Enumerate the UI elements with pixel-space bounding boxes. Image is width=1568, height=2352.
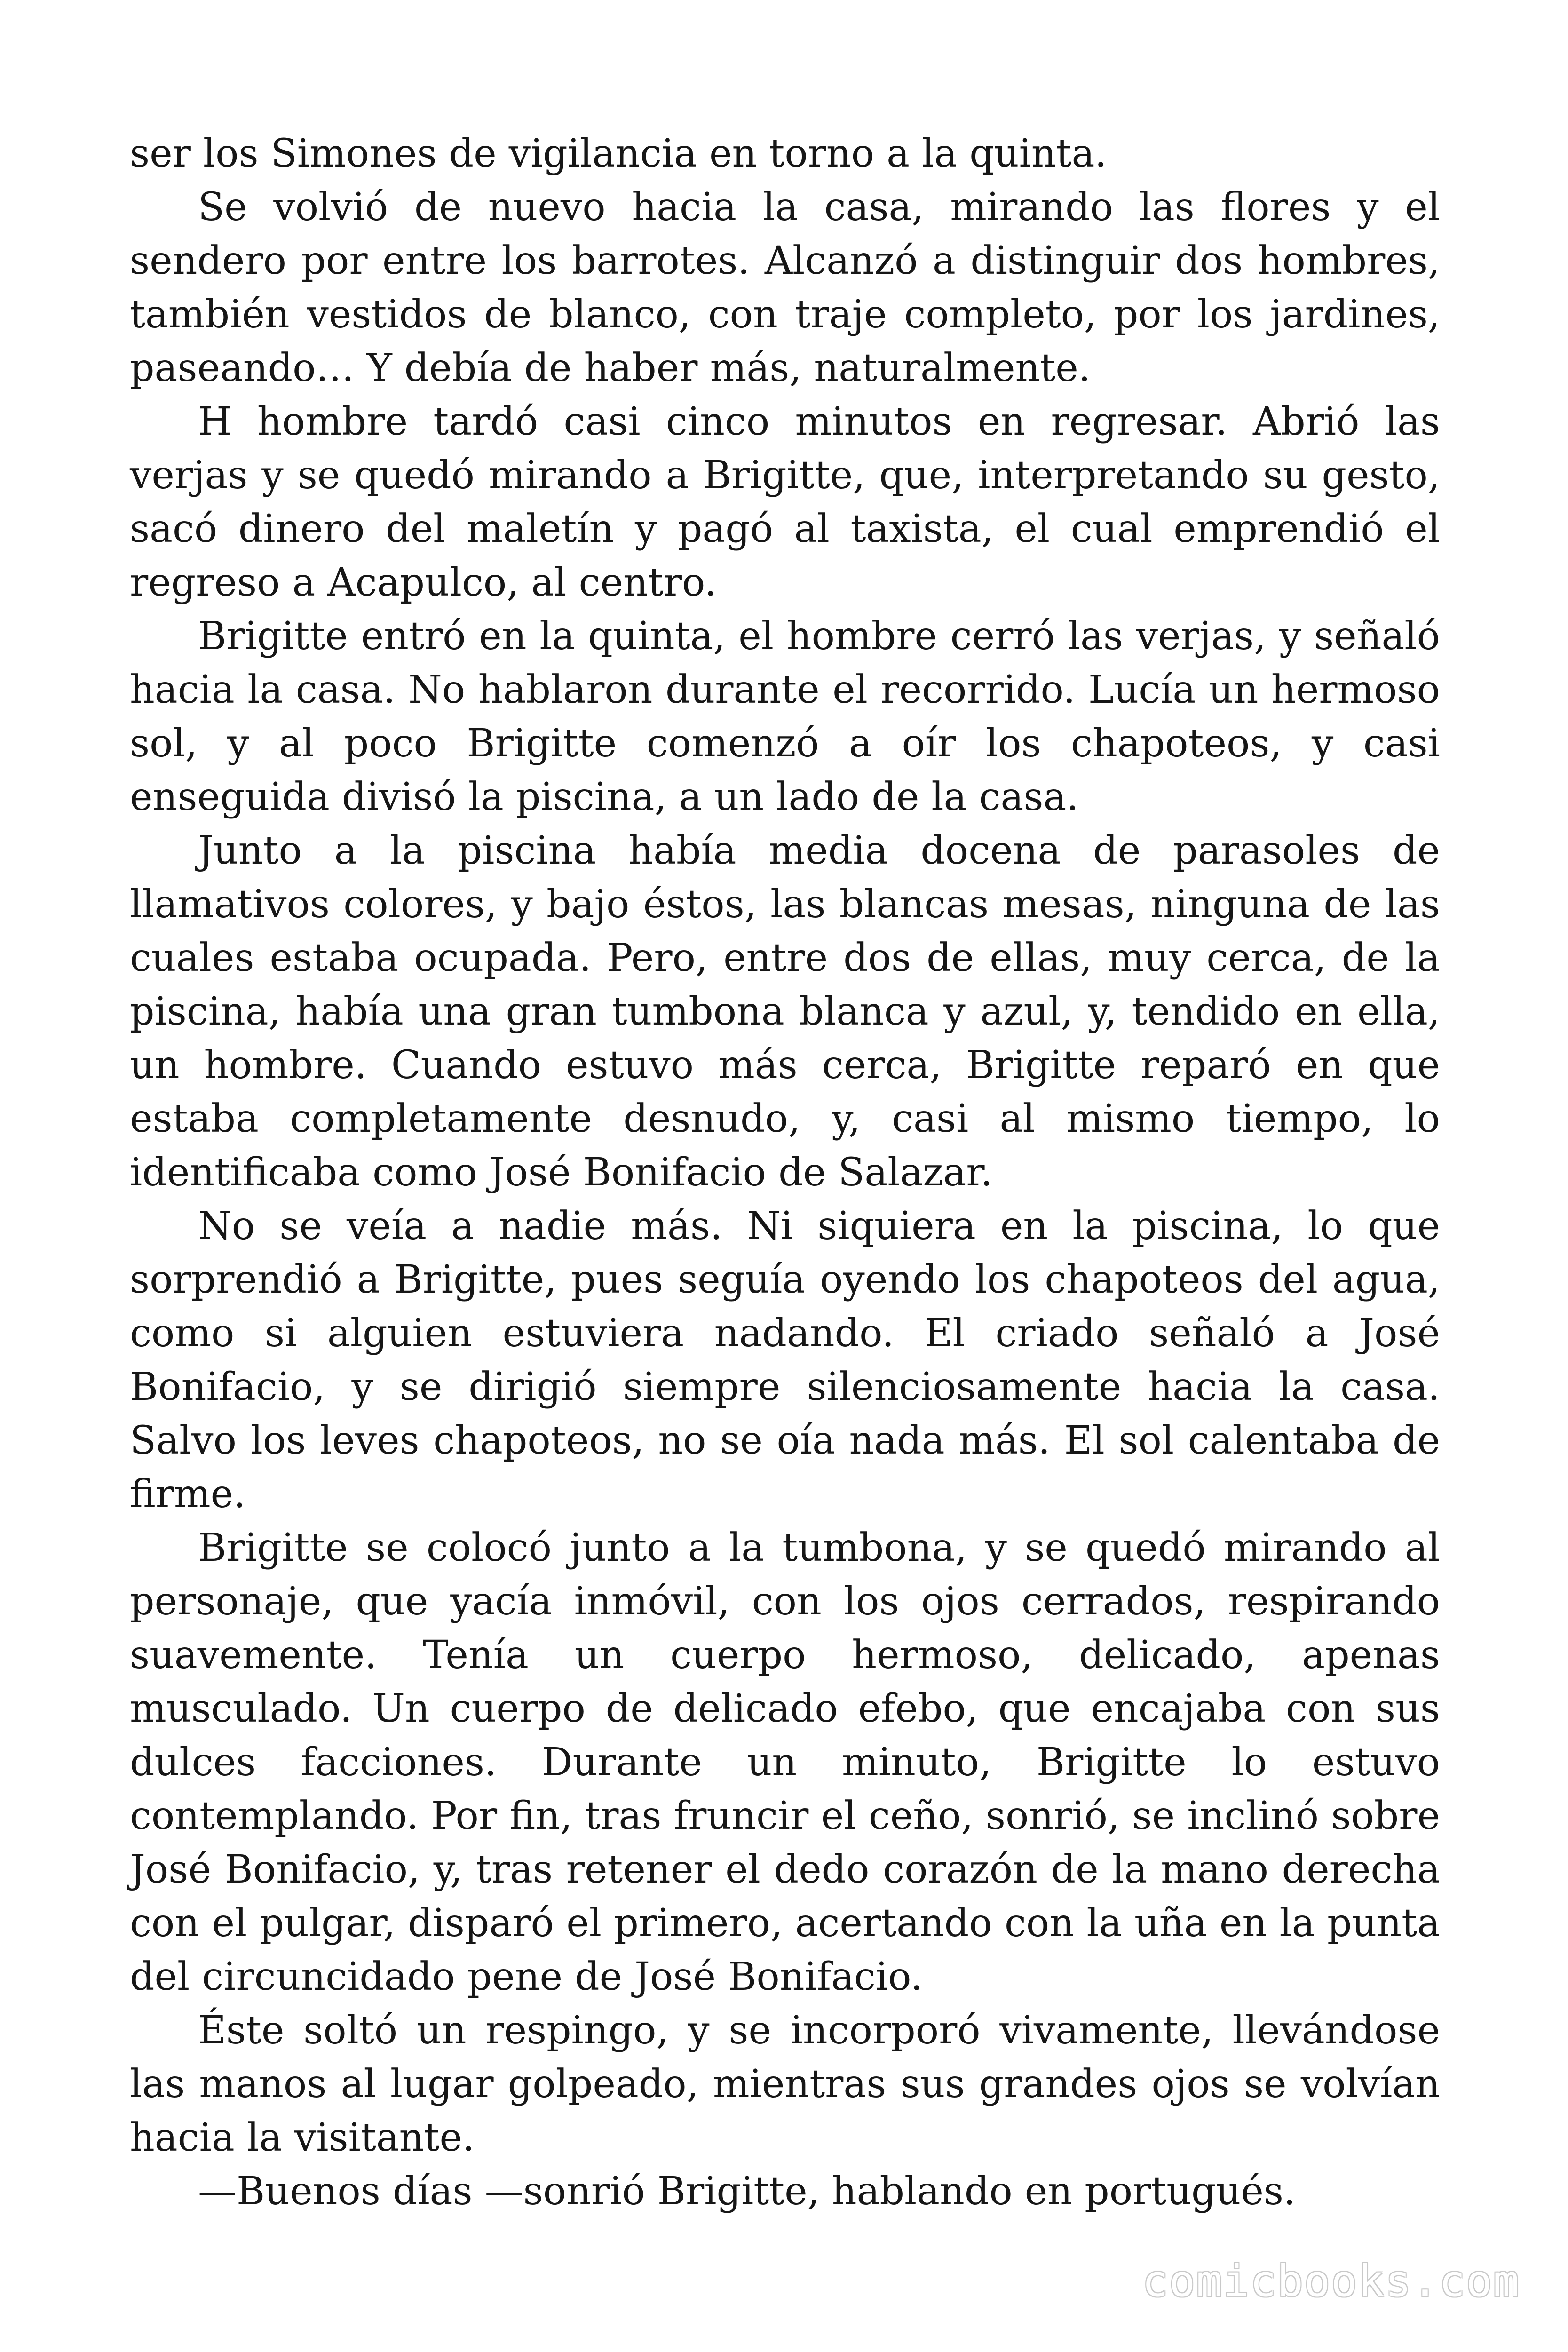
- paragraph: Brigitte entró en la quinta, el hombre cerró las verjas, y señaló hacia la casa. No hablaron durante el recorrido. Lucía un hermoso sol, y al poco Brigitte comenzó a oír los chapoteos, y casi enseguida divisó la piscina, a un lado de la casa.: [130, 614, 1440, 819]
- paragraph: No se veía a nadie más. Ni siquiera en la piscina, lo que sorprendió a Brigitte, pues seguía oyendo los chapoteos del agua, como si alguien estuviera nadando. El criado señaló a José Bonifacio, y se dirigió siempre silenciosamente hacia la casa. Salvo los leves chapoteos, no se oía nada más. El sol calentaba de firme.: [130, 1204, 1440, 1517]
- paragraph: ser los Simones de vigilancia en torno a la quinta.: [130, 131, 1107, 176]
- paragraph: Se volvió de nuevo hacia la casa, mirando las flores y el sendero por entre los barrotes. Alcanzó a distinguir dos hombres, también vestidos de blanco, con traje completo, por los jardines, paseando… Y debía de haber más, naturalmente.: [130, 185, 1440, 390]
- paragraph: Junto a la piscina había media docena de parasoles de llamativos colores, y bajo éstos, las blancas mesas, ninguna de las cuales estaba ocupada. Pero, entre dos de ellas, muy cerca, de la piscina, había una gran tumbona blanca y azul, y, tendido en ella, un hombre. Cuando estuvo más cerca, Brigitte reparó en que estaba completamente desnudo, y, casi al mismo tiempo, lo identificaba como José Bonifacio de Salazar.: [130, 828, 1440, 1195]
- paragraph: H hombre tardó casi cinco minutos en regresar. Abrió las verjas y se quedó mirando a Brigitte, que, interpretando su gesto, sacó dinero del maletín y pagó al taxista, el cual emprendió el regreso a Acapulco, al centro.: [130, 399, 1440, 605]
- paragraph: —Buenos días —sonrió Brigitte, hablando en portugués.: [198, 2169, 1296, 2214]
- watermark: comicbooks.com: [1142, 2256, 1520, 2306]
- document-body: [130, 127, 1440, 2218]
- paragraph: Éste soltó un respingo, y se incorporó vivamente, llevándose las manos al lugar golpeado, mientras sus grandes ojos se volvían hacia la visitante.: [130, 2008, 1440, 2160]
- paragraph: Brigitte se colocó junto a la tumbona, y se quedó mirando al personaje, que yacía inmóvil, con los ojos cerrados, respirando suavemente. Tenía un cuerpo hermoso, delicado, apenas musculado. Un cuerpo de delicado efebo, que encajaba con sus dulces facciones. Durante un minuto, Brigitte lo estuvo contemplando. Por fin, tras fruncir el ceño, sonrió, se inclinó sobre José Bonifacio, y, tras retener el dedo corazón de la mano derecha con el pulgar, disparó el primero, acertando con la uña en la punta del circuncidado pene de José Bonifacio.: [130, 1526, 1440, 1999]
